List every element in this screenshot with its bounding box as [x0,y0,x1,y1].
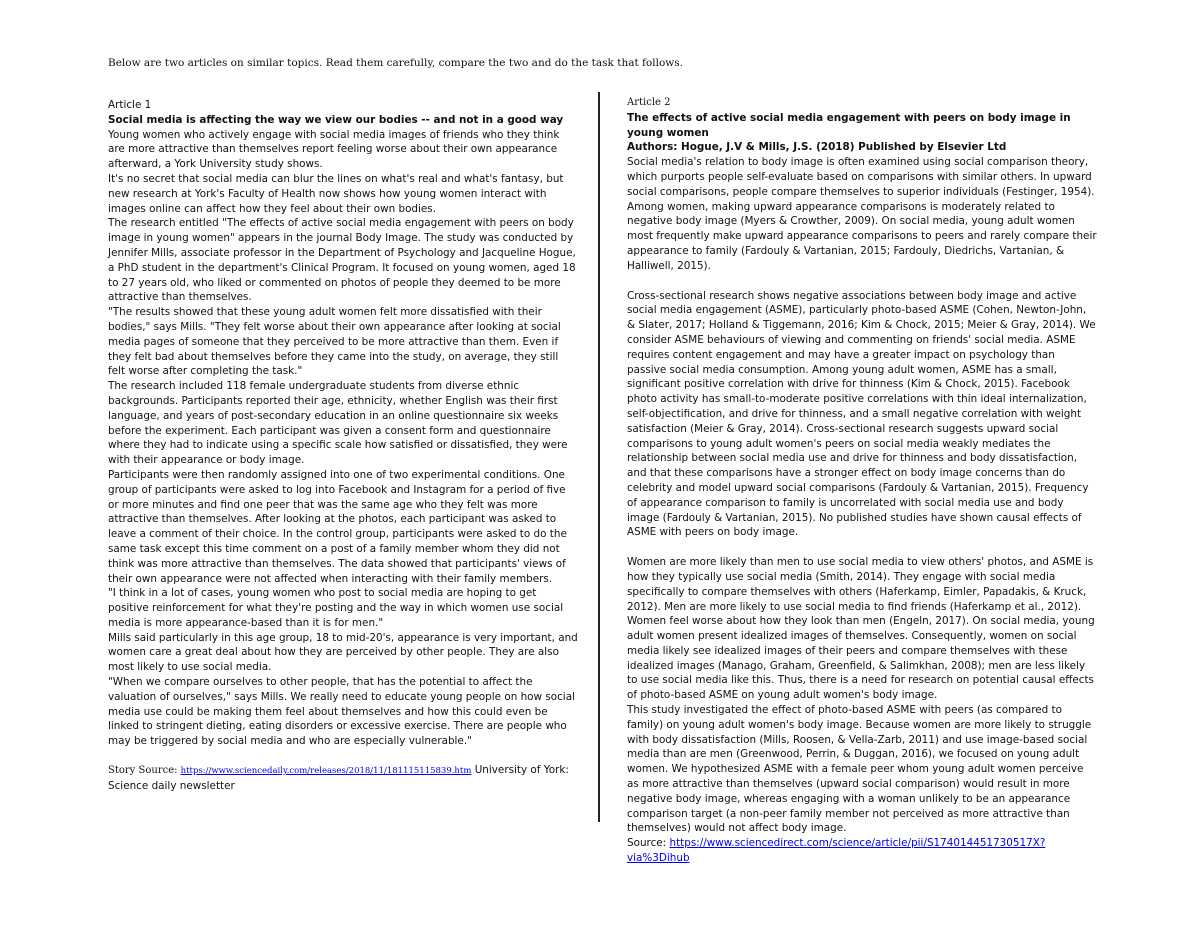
article-2-source-label: Source: [627,837,670,850]
article-1-paragraph: The research entitled "The effects of active social media engagement with peers on body image in young women" appears in the journal Body Image. The study was conducted by Jennifer Mills, associate professor in the Department of Psychology and Jacqueline Hogue, a PhD student in the department's Clinical Program. It focused on young women, aged 18 to 27 years old, who liked or commented on photos of people they deemed to be more attractive than themselves. [108,217,576,304]
article-1-paragraph: The research included 118 female undergraduate students from diverse ethnic backgrounds. Participants reported their age, ethnicity, whether English was their first language, and years of post-secondary education in an online questionnaire six weeks before the experiment. Each participant was given a consent form and questionnaire where they had to indicate using a specific scale how satisfied or dissatisfied, they were with their appearance or body image. [108,380,568,467]
article-1 [108,98,578,794]
article-2-title: The effects of active social media engagement with peers on body image in young women [627,111,1071,139]
article-2-label: Article 2 [627,97,671,108]
paragraph-gap [627,274,1097,289]
article-2-paragraph: Women are more likely than men to use social media to view others' photos, and ASME is how they typically use social media (Smith, 2014). They engage with social media specifically to compare themselves with others (Haferkamp, Eimler, Papadakis, & Kruck, 2012). Men are more likely to use social media to find friends (Haferkamp et al., 2012). Women feel worse about how they look than men (Engeln, 2017). On social media, young adult women present idealized images of themselves. Consequently, women on social media likely see idealized images of their peers and compare themselves with these idealized images (Manago, Graham, Greenfield, & Salimkhan, 2008); men are less likely to use social media like this. Thus, there is a need for research on potential causal effects of photo-based ASME on young adult women's body image. [627,556,1095,702]
article-2-source [627,836,1097,866]
article-1-label: Article 1 [108,99,152,111]
article-2-paragraph: This study investigated the effect of photo-based ASME with peers (as compared to family) on young adult women's body image. Because women are more likely to struggle with body dissatisfaction (Mills, Roosen, & Vella-Zarb, 2011) and use image-based social media than are men (Greenwood, Perrin, & Duggan, 2016), we focused on young adult women. We hypothesized ASME with a female peer whom young adult women perceive as more attractive than themselves (upward social comparison) would result in more negative body image, whereas engaging with a woman unlikely to be an appearance comparison target (a non-peer family member not perceived as more attractive than themselves) would not affect body image. [627,704,1092,835]
column-divider [598,92,600,822]
article-1-source [108,763,578,794]
article-1-paragraph: Young women who actively engage with social media images of friends who they think are more attractive than themselves report feeling worse about their own appearance afterward, a York University study shows. [108,128,560,171]
article-1-paragraph: "When we compare ourselves to other people, that has the potential to affect the valuation of ourselves," says Mills. We really need to educate young people on how social media use could be making them feel about themselves and how this could even be linked to stringent dieting, eating disorders or excessive exercise. There are people who may be triggered by social media and who are especially vulnerable." [108,676,575,748]
article-1-paragraph: "The results showed that these young adult women felt more dissatisfied with their bodies," says Mills. "They felt worse about their own appearance after looking at social media pages of someone that they perceived to be more attractive than them. Even if they felt bad about themselves before they came into the study, on average, they still felt worse after completing the task." [108,306,561,378]
article-2-source-link[interactable]: https://www.sciencedirect.com/science/article/pii/S174014451730517X?via%3Dihub [627,837,1046,865]
paragraph-gap [627,540,1097,555]
article-1-source-link[interactable]: https://www.sciencedaily.com/releases/2018/11/181115115839.htm [180,766,472,777]
article-1-paragraph: Mills said particularly in this age group, 18 to mid-20's, appearance is very important, and women care a great deal about how they are perceived by other people. They are also most likely to use social media. [108,631,578,674]
article-1-source-publisher: University of York: Science daily newsletter [108,764,569,792]
article-1-source-label: Story Source: [108,765,181,777]
instructions: Below are two articles on similar topics. Read them carefully, compare the two and do the task that follows. [108,57,684,69]
article-1-title: Social media is affecting the way we view our bodies -- and not in a good way [108,113,564,126]
article-2-authors: Authors: Hogue, J.V & Mills, J.S. (2018) Published by Elsevier Ltd [627,141,1007,154]
article-1-paragraph: It's no secret that social media can blur the lines on what's real and what's fantasy, but new research at York's Faculty of Health now shows how young women interact with images online can affect how they feel about their own bodies. [108,172,564,215]
article-1-paragraph: "I think in a lot of cases, young women who post to social media are hoping to get positive reinforcement for what they're posting and the way in which women use social media is more appearance-based than it is for men." [108,587,564,629]
article-1-paragraph: Participants were then randomly assigned into one of two experimental conditions. One group of participants were asked to log into Facebook and Instagram for a period of five or more minutes and find one peer that was the same age who they felt was more attractive than themselves. After looking at the photos, each participant was asked to leave a comment of their choice. In the control group, participants were asked to do the same task except this time comment on a post of a family member whom they did not think was more attractive than themselves. The data showed that participants' views of their own appearance were not affected when interacting with their family members. [108,468,567,585]
article-2-paragraph: Social media's relation to body image is often examined using social comparison theory, which purports people self-evaluate based on comparisons with similar others. In upward social comparisons, people compare themselves to superior individuals (Festinger, 1954). Among women, making upward appearance comparisons is moderately related to negative body image (Myers & Crowther, 2009). On social media, young adult women most frequently make upward appearance comparisons to peers and rarely compare their appearance to family (Fardouly & Vartanian, 2015; Fardouly, Diedrichs, Vartanian, & Halliwell, 2015). [627,156,1097,272]
article-2-paragraph: Cross-sectional research shows negative associations between body image and active social media engagement (ASME), particularly photo-based ASME (Cohen, Newton-John, & Slater, 2017; Holland & Tiggemann, 2016; Kim & Chock, 2015; Meier & Gray, 2014). We consider ASME behaviours of viewing and commenting on friends' social media. ASME requires content engagement and may have a greater impact on psychology than passive social media consumption. Among young adult women, ASME has a small, significant positive correlation with drive for thinness (Kim & Chock, 2015). Facebook photo activity has small-to-moderate positive correlations with thin ideal internalization, self-objectification, and drive for thinness, and a small negative correlation with weight satisfaction (Meier & Gray, 2014). Cross-sectional research suggests upward social comparisons to young adult women's peers on social media weakly mediates the relationship between social media use and drive for thinness and body dissatisfaction, and that these comparisons have a stronger effect on body image concerns than do celebrity and model upward social comparisons (Fardouly & Vartanian, 2015). Frequency of appearance comparison to family is uncorrelated with social media use and body image (Fardouly & Vartanian, 2015). No published studies have shown causal effects of ASME with peers on body image. [627,289,1096,539]
article-2 [627,96,1097,866]
